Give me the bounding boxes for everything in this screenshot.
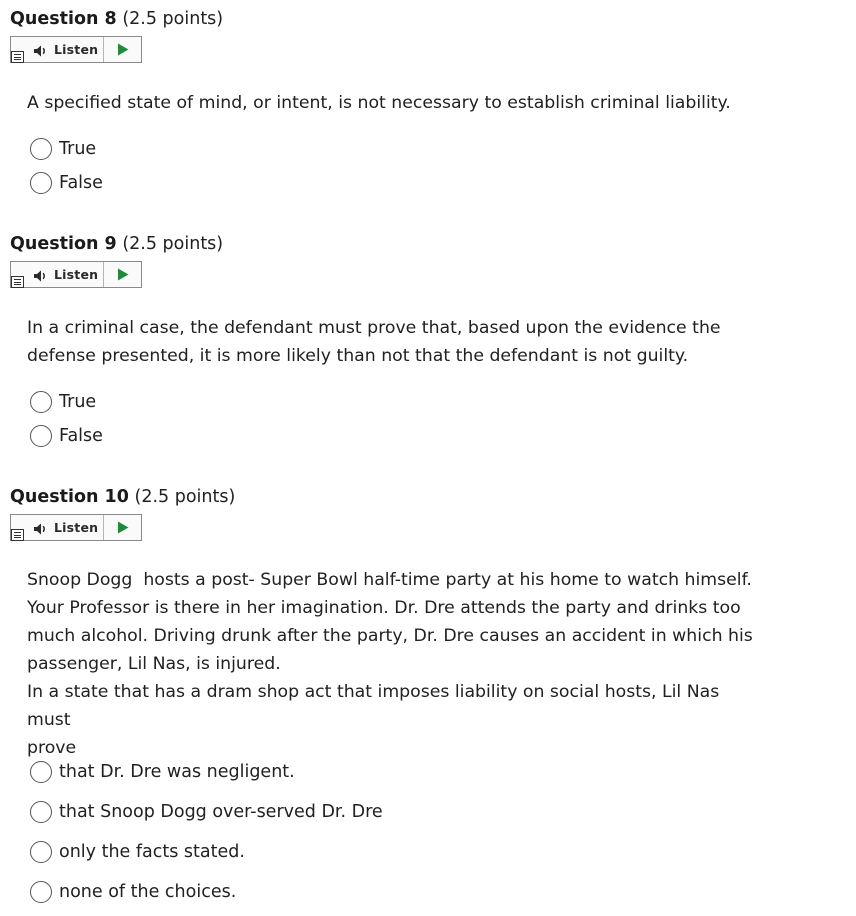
option-label: only the facts stated.	[59, 842, 245, 862]
listen-toolbar	[10, 514, 142, 541]
answer-option-a[interactable]	[30, 760, 295, 784]
radio-icon[interactable]	[30, 391, 52, 413]
menu-icon[interactable]	[11, 529, 24, 541]
play-button[interactable]	[104, 515, 141, 540]
answer-option-b[interactable]	[30, 800, 383, 824]
answer-option-d[interactable]	[30, 880, 236, 904]
question-points: (2.5 points)	[134, 487, 236, 507]
option-label: that Dr. Dre was negligent.	[59, 762, 295, 782]
answer-option-true[interactable]	[30, 137, 96, 161]
radio-icon[interactable]	[30, 172, 52, 194]
question-title	[10, 486, 235, 508]
menu-icon[interactable]	[11, 51, 24, 63]
answer-option-true[interactable]	[30, 390, 96, 414]
listen-label: Listen	[54, 520, 99, 535]
question-number: Question 8	[10, 9, 117, 29]
option-label: that Snoop Dogg over-served Dr. Dre	[59, 802, 383, 822]
question-text-line: defense presented, it is more likely than not that the defendant is not guilty.	[27, 346, 689, 366]
question-text	[27, 566, 767, 762]
option-label: False	[59, 173, 103, 193]
listen-button[interactable]	[11, 515, 104, 540]
listen-label: Listen	[54, 267, 99, 282]
play-icon	[117, 43, 129, 56]
play-icon	[117, 268, 129, 281]
question-number: Question 9	[10, 234, 117, 254]
question-text-line: passenger, Lil Nas, is injured.	[27, 654, 281, 674]
question-text-line: much alcohol. Driving drunk after the party, Dr. Dre causes an accident in which his	[27, 626, 753, 646]
speaker-icon	[33, 268, 49, 282]
radio-icon[interactable]	[30, 881, 52, 903]
question-number: Question 10	[10, 487, 129, 507]
answer-option-c[interactable]	[30, 840, 245, 864]
play-button[interactable]	[104, 37, 141, 62]
question-text-line: A specified state of mind, or intent, is not necessary to establish criminal liability.	[27, 93, 731, 113]
listen-button[interactable]	[11, 262, 104, 287]
question-points: (2.5 points)	[122, 9, 224, 29]
radio-icon[interactable]	[30, 138, 52, 160]
menu-icon[interactable]	[11, 276, 24, 288]
listen-toolbar	[10, 261, 142, 288]
radio-icon[interactable]	[30, 425, 52, 447]
question-text-line: In a state that has a dram shop act that imposes liability on social hosts, Lil Nas must	[27, 682, 720, 730]
question-text-line: prove	[27, 738, 77, 758]
option-label: False	[59, 426, 103, 446]
answer-option-false[interactable]	[30, 171, 103, 195]
listen-label: Listen	[54, 42, 99, 57]
option-label: True	[59, 139, 97, 159]
radio-icon[interactable]	[30, 801, 52, 823]
option-label: True	[59, 392, 97, 412]
play-icon	[117, 521, 129, 534]
question-title	[10, 233, 223, 255]
question-text	[27, 89, 767, 117]
question-text-line: Snoop Dogg hosts a post- Super Bowl half-time party at his home to watch himself.	[27, 570, 752, 590]
speaker-icon	[33, 521, 49, 535]
question-points: (2.5 points)	[122, 234, 224, 254]
speaker-icon	[33, 43, 49, 57]
question-text-line: In a criminal case, the defendant must prove that, based upon the evidence the	[27, 318, 721, 338]
radio-icon[interactable]	[30, 761, 52, 783]
listen-toolbar	[10, 36, 142, 63]
option-label: none of the choices.	[59, 882, 237, 902]
listen-button[interactable]	[11, 37, 104, 62]
play-button[interactable]	[104, 262, 141, 287]
question-title	[10, 8, 223, 30]
radio-icon[interactable]	[30, 841, 52, 863]
question-text	[27, 314, 767, 370]
question-text-line: Your Professor is there in her imagination. Dr. Dre attends the party and drinks too	[27, 598, 741, 618]
answer-option-false[interactable]	[30, 424, 103, 448]
